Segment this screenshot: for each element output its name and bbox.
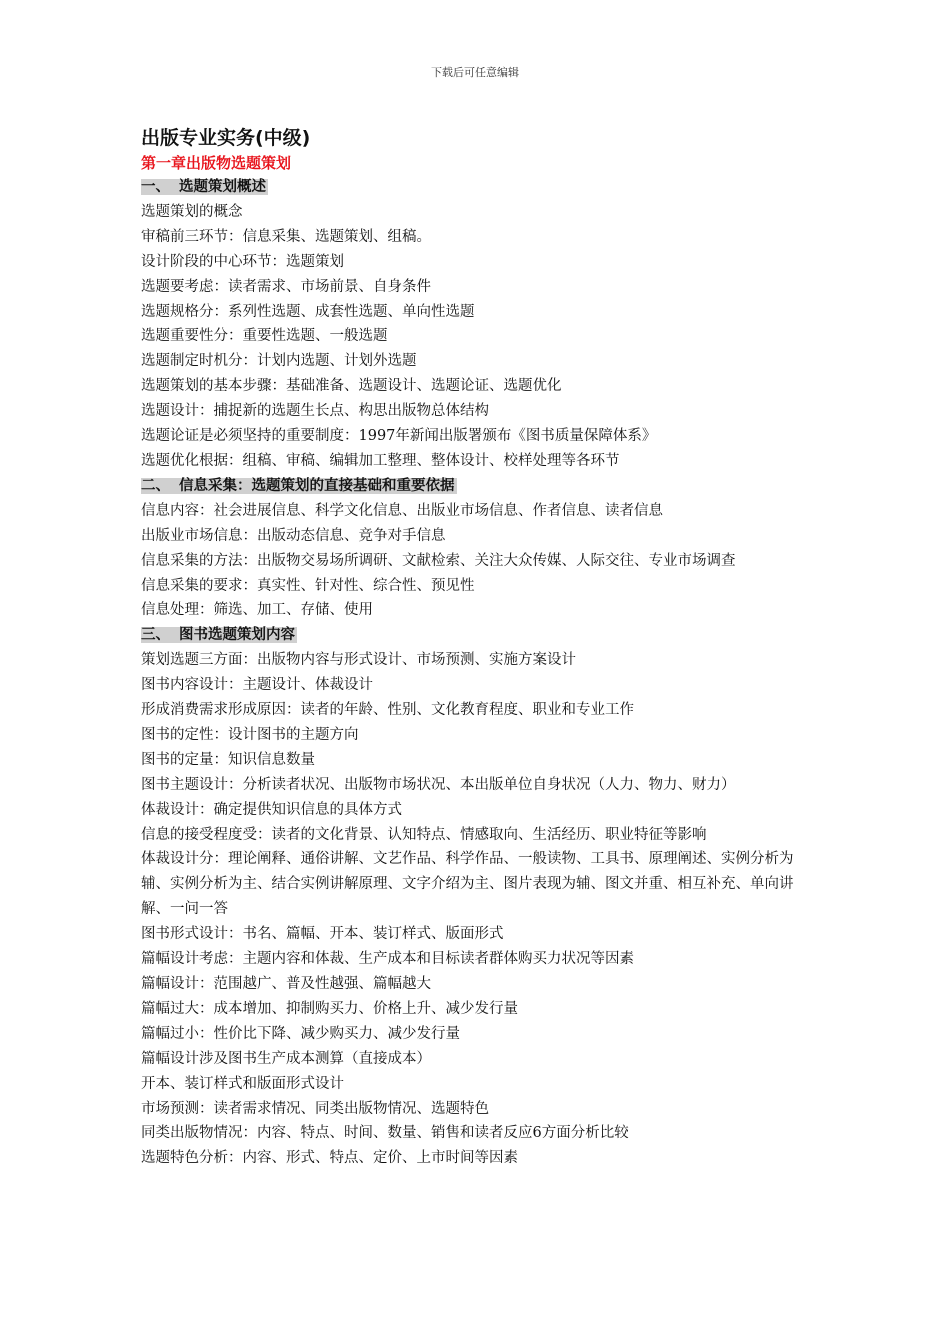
text-line: 选题特色分析：内容、形式、特点、定价、上市时间等因素 [141,1150,518,1167]
text-line: 形成消费需求形成原因：读者的年龄、性别、文化教育程度、职业和专业工作 [141,702,634,719]
text-line: 信息采集的要求：真实性、针对性、综合性、预见性 [141,577,475,594]
text-line: 图书的定量：知识信息数量 [141,751,315,768]
section-number: 三、 [141,627,170,644]
text-line: 审稿前三环节：信息采集、选题策划、组稿。 [141,228,431,245]
section-heading [141,175,816,200]
text-line: 篇幅设计考虑：主题内容和体裁、生产成本和目标读者群体购买力状况等因素 [141,951,634,968]
text-line: 信息的接受程度受：读者的文化背景、认知特点、情感取向、生活经历、职业特征等影响 [141,826,707,843]
text-line: 选题设计：捕捉新的选题生长点、构思出版物总体结构 [141,403,489,420]
text-line: 开本、装订样式和版面形式设计 [141,1075,344,1092]
document-title: 出版专业实务(中级) [141,127,311,149]
document-body [141,124,816,1171]
section-heading-highlight [141,478,457,494]
text-line: 设计阶段的中心环节：选题策划 [141,253,344,270]
section-number: 二、 [141,477,170,494]
text-line: 体裁设计：确定提供知识信息的具体方式 [141,801,402,818]
section-title: 信息采集：选题策划的直接基础和重要依据 [179,477,455,494]
text-line: 信息采集的方法：出版物交易场所调研、文献检索、关注大众传媒、人际交往、专业市场调查 [141,552,736,569]
section-3 [141,623,816,1171]
chapter-title: 第一章出版物选题策划 [141,154,292,172]
section-heading [141,623,816,648]
text-line: 体裁设计分：理论阐释、通俗讲解、文艺作品、科学作品、一般读物、工具书、原理阐述、实例分析为辅、实例分析为主、结合实例讲解原理、文字介绍为主、图片表现为辅、图文并重、相互补充、单向讲解、一问一答 [141,851,794,918]
section-heading-highlight [141,627,297,643]
text-line: 选题策划的概念 [141,203,243,220]
text-line: 图书形式设计：书名、篇幅、开本、装订样式、版面形式 [141,926,504,943]
text-line: 图书的定性：设计图书的主题方向 [141,726,359,743]
text-line: 同类出版物情况：内容、特点、时间、数量、销售和读者反应6方面分析比较 [141,1125,629,1142]
text-line: 篇幅过小：性价比下降、减少购买力、减少发行量 [141,1025,460,1042]
text-line: 篇幅设计：范围越广、普及性越强、篇幅越大 [141,976,431,992]
text-line: 选题优化根据：组稿、审稿、编辑加工整理、整体设计、校样处理等各环节 [141,452,620,469]
text-line: 信息处理：筛选、加工、存储、使用 [141,602,373,619]
section-heading-highlight [141,179,268,195]
text-line: 篇幅过大：成本增加、抑制购买力、价格上升、减少发行量 [141,1000,518,1017]
section-heading [141,474,816,499]
text-line: 篇幅设计涉及图书生产成本测算（直接成本） [141,1050,431,1067]
text-line: 选题论证是必须坚持的重要制度：1997年新闻出版署颁布《图书质量保障体系》 [141,428,657,445]
text-line: 出版业市场信息：出版动态信息、竞争对手信息 [141,527,446,544]
page-header: 下载后可任意编辑 [431,66,519,79]
section-number: 一、 [141,179,170,195]
text-line: 图书内容设计：主题设计、体裁设计 [141,677,373,694]
text-line: 图书主题设计：分析读者状况、出版物市场状况、本出版单位自身状况（人力、物力、财力） [141,776,736,793]
text-line: 选题规格分：系列性选题、成套性选题、单向性选题 [141,303,475,320]
text-line: 选题制定时机分：计划内选题、计划外选题 [141,353,417,370]
text-line: 策划选题三方面：出版物内容与形式设计、市场预测、实施方案设计 [141,652,576,669]
text-line: 选题重要性分：重要性选题、一般选题 [141,328,388,345]
text-line: 信息内容：社会进展信息、科学文化信息、出版业市场信息、作者信息、读者信息 [141,502,663,519]
section-title: 图书选题策划内容 [179,627,295,644]
text-line: 选题要考虑：读者需求、市场前景、自身条件 [141,278,431,295]
text-line: 市场预测：读者需求情况、同类出版物情况、选题特色 [141,1100,489,1117]
section-title: 选题策划概述 [179,179,266,195]
text-line: 选题策划的基本步骤：基础准备、选题设计、选题论证、选题优化 [141,378,562,395]
section-2 [141,474,816,623]
section-1 [141,175,816,474]
